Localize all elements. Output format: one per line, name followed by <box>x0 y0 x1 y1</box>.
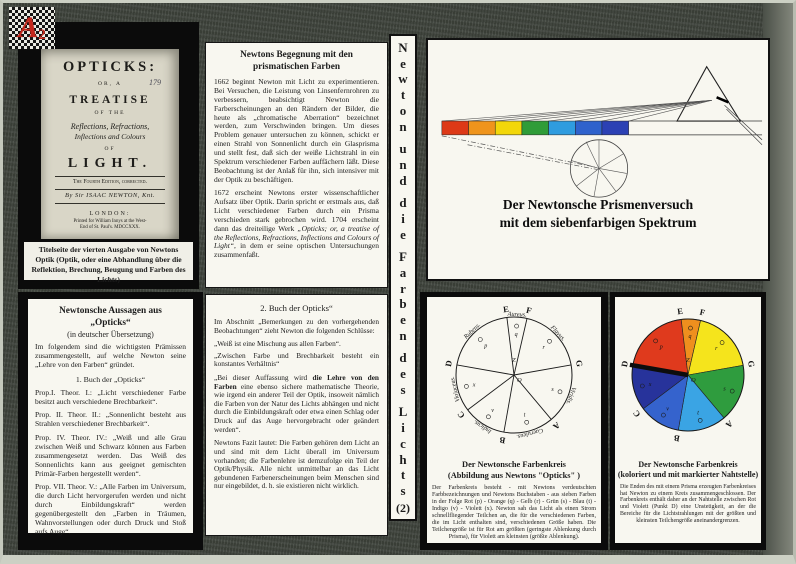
statements-subheading: 1. Buch der „Opticks“ <box>75 374 146 384</box>
spectrum-segment-6 <box>602 121 629 135</box>
sector-dot-marker <box>558 390 562 394</box>
farbenkreis-letter-B: B <box>498 435 507 446</box>
statements-subtitle: (in deutscher Übersetzung) <box>67 330 154 340</box>
opticks-author: By Sir ISAAC NEWTON, Knt. <box>64 192 156 199</box>
strip-letter: s <box>400 381 406 397</box>
strip-letter: b <box>399 296 407 312</box>
sector-letter-s: s <box>551 387 554 393</box>
strip-letter: e <box>400 366 406 381</box>
handwritten-mark: 179 <box>149 78 161 87</box>
opticks-title-page <box>41 49 179 239</box>
farbenkreis-letter-C: C <box>630 408 643 420</box>
vertical-title-strip <box>389 34 417 521</box>
farbenkreis-bw-caption <box>427 460 601 482</box>
statements-panel <box>28 299 193 536</box>
imprint-line-2: End of St. Paul's. MDCCXXX. <box>80 225 140 231</box>
statements-intro: Im folgendem sind die wichtigsten Prämissen zusammengestellt, auf welche Newton seine „Lehre von den Farben“ gründet. <box>35 342 186 369</box>
p2-after: , in dem er seine optischen Untersuchungen zusammenfaßt. <box>214 241 379 260</box>
book2-quote-3 <box>214 374 379 434</box>
sector-dot-marker <box>486 415 490 419</box>
farbenkreis-spoke <box>504 375 514 432</box>
sector-dot-marker <box>478 338 482 342</box>
spectrum-ray <box>575 100 711 121</box>
center-label-z: Z <box>512 357 516 364</box>
strip-letter: n <box>399 156 407 172</box>
strip-letter: n <box>399 327 407 343</box>
color-caption-line2: (koloriert und mit markierter Nahtstelle) <box>617 470 759 480</box>
strip-letter: e <box>400 55 406 71</box>
sector-letter-v: v <box>491 408 494 414</box>
sector-letter-r: r <box>715 346 718 353</box>
spectrum-segment-3 <box>522 121 549 135</box>
book2-quote-1: „Weiß ist eine Mischung aus allen Farben“. <box>214 339 341 349</box>
sector-latin-name: Flavus. <box>548 324 567 343</box>
strip-letter: r <box>400 280 406 296</box>
rule-divider <box>55 189 165 190</box>
sector-letter-t: t <box>697 410 699 417</box>
farbenkreis-color-body: Die Enden des mit einem Prisma erzeugten Farbenkreises hat Newton zu einem Kreis zusammengeschlossen. Der Farbenkreis enthält daher an der Nahtstelle zwischen Rot und Violett (Punkt D) eine Unstetigkeit, an der die Bereiche für die Lichtstrahlungen mit der größten und kleinsten Teilchengröße aneinandergrenzen. <box>620 483 756 524</box>
strip-letter: h <box>399 451 407 467</box>
farbenkreis-spoke <box>514 365 571 375</box>
farbenkreis-letter-A: A <box>723 418 735 431</box>
opticks-imprint <box>41 219 179 231</box>
prism-caption-line2: mit dem siebenfarbigen Spektrum <box>499 214 697 230</box>
sector-dot-marker <box>548 339 552 343</box>
farbenkreis-bw-frame <box>420 292 608 550</box>
encounter-paragraph-2 <box>214 189 379 260</box>
strip-letter: d <box>399 350 407 366</box>
spectrum-segment-0 <box>442 121 469 135</box>
book2-fazit: Newtons Fazit lautet: Die Farben gehören dem Licht an und sind mit dem Licht überall im Universum vorhanden; die Farbenlehre ist demzufolge ein Teil der Optik/Physik. Alle nicht unmittelbar an das Licht gebundenen Farbenerscheinungen beim Menschen sind nur eingebildet, d. h. sie existieren nicht wirklich. <box>214 438 379 491</box>
opticks-edition: The Fourth Edition, corrected. <box>73 179 147 185</box>
sector-latin-name: Caeruleus. <box>515 426 544 441</box>
spectrum-segment-5 <box>575 121 602 135</box>
strip-letter: d <box>399 195 407 210</box>
opticks-or-a <box>41 78 179 87</box>
encounter-heading: Newtons Begegnung mit den prismatischen Farben <box>240 50 353 72</box>
strip-letter: w <box>398 71 408 87</box>
proposition-2: Prop. II. Theor. II.: „Sonnenlicht besteht aus Strahlen verschiedener Brechbarkeit“. <box>35 410 186 429</box>
logo-subscript: 2 <box>38 27 46 43</box>
opticks-treatise: TREATISE <box>69 94 151 106</box>
book2-heading: 2. Buch der Opticks“ <box>260 303 333 313</box>
spectrum-ray <box>469 100 712 121</box>
book2-paragraph-1: Im Abschnitt „Bemerkungen zu den vorhergehenden Beobachtungen“ zieht Newton die folgenden Schlüsse: <box>214 317 379 335</box>
farbenkreis-letter-D: D <box>443 359 454 368</box>
strip-letter: t <box>400 467 406 483</box>
opticks-subject-1: Reflections, Refractions, <box>70 122 150 131</box>
proposition-1: Prop.I. Theor. I.: „Licht verschiedener Farbe besitzt auch verschiedene Brechbarkeit“. <box>35 387 186 406</box>
construction-lines <box>442 136 597 170</box>
farbenkreis-letter-D: D <box>619 359 630 368</box>
rule-divider <box>55 176 165 177</box>
farbenkreis-color-panel <box>615 297 761 543</box>
farbenkreis-color-diagram <box>615 297 761 453</box>
book2-panel <box>205 294 388 536</box>
book2-quote-2: „Zwischen Farbe und Brechbarkeit besteht ein konstantes Verhältnis“ <box>214 350 379 369</box>
prism-diagram <box>428 40 768 208</box>
sector-letter-s: s <box>723 386 726 393</box>
strip-letter: d <box>399 172 407 188</box>
strip-letter: N <box>398 39 408 55</box>
center-label-o: O <box>517 377 522 384</box>
sector-letter-q: q <box>514 332 518 339</box>
opticks-london: LONDON: <box>89 211 131 217</box>
farbenkreis-spoke <box>468 375 514 410</box>
lens-spokes <box>571 140 626 196</box>
or-a-text: OR, A <box>97 81 123 87</box>
strip-letter: i <box>401 210 405 226</box>
imprint-line-1: Printed for William Innys at the West- <box>73 219 147 224</box>
farbenkreis-spoke <box>507 317 514 375</box>
strip-letter: F <box>399 249 407 264</box>
sector-letter-v: v <box>666 406 669 413</box>
sector-dot-marker <box>464 384 468 388</box>
farbenkreis-letter-F: F <box>525 304 533 316</box>
farbenkreis-letter-E: E <box>676 305 684 317</box>
sector-latin-name: Indicus. <box>472 418 493 435</box>
sector-dot-marker <box>515 324 519 328</box>
incident-ray-2 <box>726 109 762 145</box>
p2-before: 1672 erscheint Newtons erster wissenschaftlicher Aufsatz über Optik. Darin spricht er erstmals aus, daß Licht verschiedener Farben durch ein Prisma verschieden stark gebrochen wird. 1704 erscheint dann das dreiteilige Werk <box>214 188 379 233</box>
statements-title: Newtonsche Aussagen aus „Opticks“ <box>59 306 162 328</box>
sector-dot-marker <box>525 420 529 424</box>
sector-letter-x: x <box>472 382 476 389</box>
farbenkreis-spoke <box>457 365 514 375</box>
farbenkreis-letter-E: E <box>502 303 510 315</box>
sector-latin-name: Aureus. <box>507 310 527 319</box>
q3-after: eine ebenso sichere mathematische Theorie, wie irgend ein anderer Teil der Optik, insoweit nämlich die Farben von der Natur des Lichts abhängen und nicht durch die Einbildungskraft oder etwa einen Schlag oder Druck auf das Auge hervorgebracht oder geändert werden“. <box>214 381 379 434</box>
prism-caption <box>428 196 768 231</box>
bw-caption-line2: (Abbildung aus Newtons "Opticks" ) <box>447 470 581 480</box>
strip-letter: o <box>399 102 407 118</box>
spectrum-segment-2 <box>495 121 522 135</box>
prism-caption-line1: Der Newtonsche Prismenversuch <box>502 197 694 212</box>
prism-panel <box>426 38 770 281</box>
strip-letter: L <box>398 404 408 420</box>
center-label-o: O <box>691 377 696 384</box>
farbenkreis-letter-B: B <box>673 433 681 444</box>
book-title-frame <box>18 22 199 289</box>
strip-letter: i <box>401 420 405 435</box>
sheet-number: (2) <box>396 501 410 515</box>
strip-letter: u <box>399 141 407 156</box>
color-caption-line1: Der Newtonsche Farbenkreis <box>638 460 738 469</box>
strip-letter: t <box>400 87 406 102</box>
sector-letter-r: r <box>542 344 545 351</box>
farbenkreis-letter-C: C <box>455 409 467 421</box>
strip-letter: n <box>399 118 407 134</box>
proposition-4: Prop. VII. Theor. V.: „Alle Farben im Universum, die durch Licht hervorgerufen werden und nicht durch Einbildungskraft“ werden gegenübergestellt den „Farben in Träumen, Wahnvorstellungen oder durch Druck und Stoß aufs Auge“. <box>35 482 186 536</box>
bw-caption-line1: Der Newtonsche Farbenkreis <box>462 460 566 469</box>
proposition-3: Prop. IV. Theor. IV.: „Weiß und alle Grau zwischen Weiß und Schwarz können aus Farben zusammengesetzt werden. Das Weiß des Sonnenlichts kann aus geeignet gemischten Primär-Farben hergestellt werden“. <box>35 433 186 478</box>
statements-frame <box>18 292 203 550</box>
farbenkreis-letter-A: A <box>551 420 563 432</box>
spectrum-segment-1 <box>469 121 496 135</box>
encounter-paragraph-1: 1662 beginnt Newton mit Licht zu experimentieren. Bei Versuchen, die Leistung von Linsenfernrohren zu verbessern, beabsichtigt Newton die Farberscheinungen an den Rändern der Bilder, die heute als „chromatische Aberration“ bezeichnet werden, zum Verschwinden bringen. Um dieses Problem genauer untersuchen zu können, schickt er einen Strahl von Sonnenlicht durch ein Glasprisma und stellt fest, daß sich der weiße Lichtstrahl in ein Spektrum verschiedener Farben auffächern läßt. Diese Beobachtung ist der Anlaß für ihn, sich intensiver mit der Optik zu beschäftigen. <box>214 77 379 184</box>
p2-book-title: „Opticks; or, a treatise of the Reflections, Refractions, Inflections and Colours of Light“ <box>214 223 379 251</box>
strip-letter: e <box>400 312 406 327</box>
strip-letter: c <box>400 435 406 451</box>
opticks-of-the: OF THE <box>94 110 126 116</box>
sector-letter-x: x <box>648 382 652 389</box>
sector-latin-name: Viridis. <box>564 385 578 406</box>
strip-letter: e <box>400 226 406 242</box>
farbenkreis-bw-diagram <box>427 297 601 453</box>
book-caption: Titelseite der vierten Ausgabe von Newtons Optik (Optik, oder eine Abhandlung über die Reflektion, Brechung, Beugung und Farben des Lichts) <box>24 242 193 280</box>
logo-letter: A <box>18 11 39 44</box>
sector-letter-p: p <box>484 343 488 350</box>
opticks-subject-2: Inflections and Colours <box>74 132 146 141</box>
strip-letter: a <box>399 264 407 280</box>
farbenkreis-letter-G: G <box>573 359 585 368</box>
farbenkreis-letter-F: F <box>698 306 707 318</box>
farbenkreis-color-caption <box>615 460 761 481</box>
q3-before: „Bei dieser Auffassung wird <box>214 373 313 383</box>
farbenkreis-bw-body: Der Farbenkreis besteht - mit Newtons verdeutschten Farbbezeichnungen und Newtons Buchstaben - aus sieben Farben in der Folge Rot (p) - Orange (q) - Gelb (r) - Grün (s) - Blau (t) - Indigo (v) - Violett (x). Newton sah das Licht als einen Strom schnellfliegender Teilchen an, die für die verschiedenen Farben, die im Licht enthalten sind, verschiedenen Größe haben. Die Teilchengröße ist für Rot am größten (geringste Ablenkung durch Prisma), für Violett am kleinsten (größte Ablenkung). <box>432 484 596 541</box>
spectrum-segment-4 <box>549 121 576 135</box>
sector-letter-p: p <box>659 344 663 351</box>
prism-triangle <box>677 67 740 121</box>
a2-logo <box>9 7 55 49</box>
center-label-z: Z <box>686 357 690 364</box>
strip-letter: s <box>400 483 406 498</box>
farbenkreis-letter-G: G <box>745 359 757 368</box>
sector-latin-name: Violaceus. <box>448 375 462 403</box>
sector-letter-t: t <box>523 412 526 419</box>
farbenkreis-spoke <box>514 319 527 376</box>
encounter-panel <box>205 42 388 288</box>
farbenkreis-bw-panel <box>427 297 601 543</box>
title-strip-letters <box>391 36 415 500</box>
opticks-of: OF <box>104 146 116 152</box>
opticks-main-title: OPTICKS: <box>62 59 158 75</box>
sector-latin-name: Rubens. <box>462 321 483 341</box>
sector-letter-q: q <box>688 334 692 341</box>
rule-divider <box>55 203 165 204</box>
opticks-light: LIGHT. <box>67 156 153 171</box>
farbenkreis-color-frame <box>610 292 766 550</box>
q3-bold: die Lehre von den Farben <box>214 373 379 391</box>
